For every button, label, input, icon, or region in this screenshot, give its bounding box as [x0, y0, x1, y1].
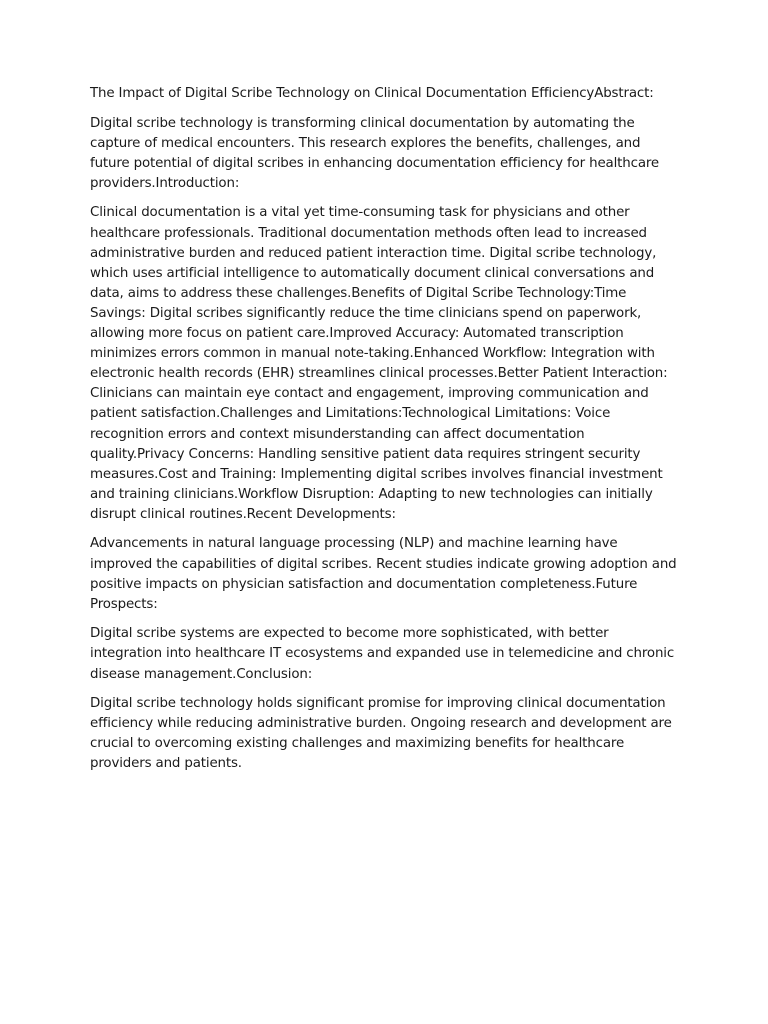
introduction-paragraph: Clinical documentation is a vital yet time-consuming task for physicians and other healthcare professionals. Traditional documentation methods often lead to increased administrative burden and reduced patient interaction time. Digital scribe technology, which uses artificial intelligence to automatically document clinical conversations and data, aims to address these challenges.Benefits of Digital Scribe Technology:Time Savings: Digital scribes significantly reduce the time clinicians spend on paperwork, allowing more focus on patient care.Improved Accuracy: Automated transcription minimizes errors common in manual note-taking.Enhanced Workflow: Integration with electronic health records (EHR) streamlines clinical processes.Better Patient Interaction: Clinicians can maintain eye contact and engagement, improving communication and patient satisfaction.Challenges and Limitations:Technological Limitations: Voice recognition errors and context misunderstanding can affect documentation quality.Privacy Concerns: Handling sensitive patient data requires stringent security measures.Cost and Training: Implementing digital scribes involves financial investment and training clinicians.Workflow Disruption: Adapting to new technologies can initially disrupt clinical routines.Recent Developments:: [90, 205, 668, 522]
recent-developments-paragraph: Advancements in natural language processing (NLP) and machine learning have improved the capabilities of digital scribes. Recent studies indicate growing adoption and positive impacts on physician satisfaction and documentation completeness.Future Prospects:: [90, 536, 677, 612]
abstract-paragraph: Digital scribe technology is transforming clinical documentation by automating the capture of medical encounters. This research explores the benefits, challenges, and future potential of digital scribes in enhancing documentation efficiency for healthcare providers.Introduction:: [90, 115, 660, 191]
document-body: [90, 84, 682, 784]
conclusion-paragraph: Digital scribe technology holds significant promise for improving clinical documentation efficiency while reducing administrative burden. Ongoing research and development are crucial to overcoming existing challenges and maximizing benefits for healthcare providers and patients.: [90, 696, 672, 772]
future-prospects-paragraph: Digital scribe systems are expected to become more sophisticated, with better integration into healthcare IT ecosystems and expanded use in telemedicine and chronic disease management.Conclusion:: [90, 626, 675, 682]
title-abstract-line: The Impact of Digital Scribe Technology on Clinical Documentation EfficiencyAbstract:: [90, 86, 654, 101]
